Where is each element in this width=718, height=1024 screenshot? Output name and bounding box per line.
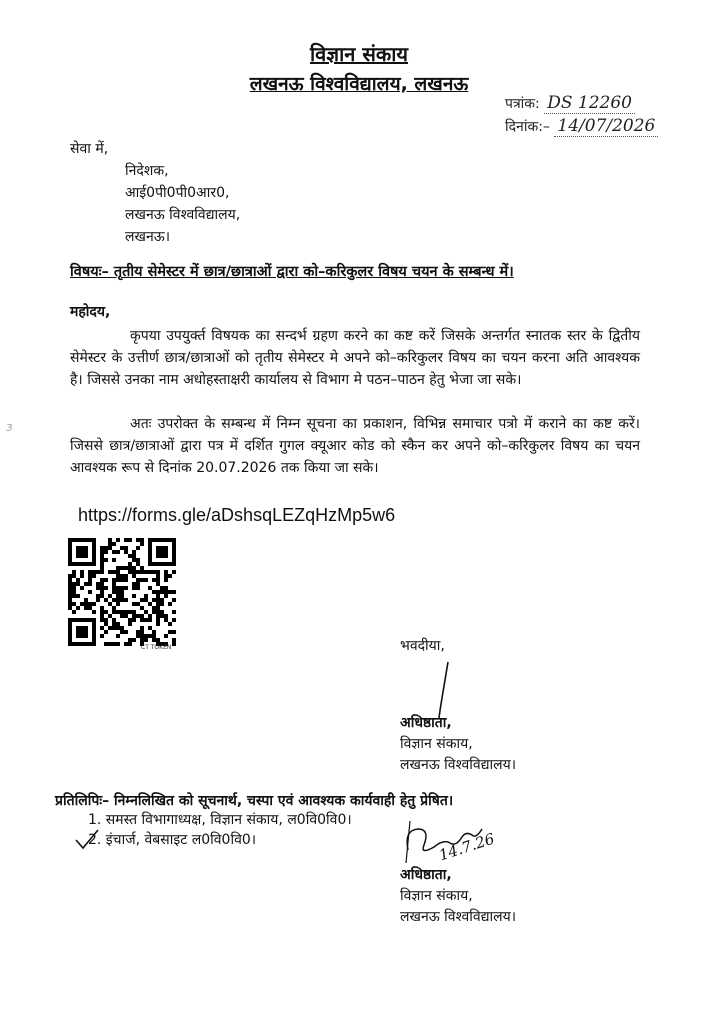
qr-code-image (68, 538, 176, 646)
dinank-value: 14/07/2026 (554, 116, 658, 137)
patrank-label: पत्रांक: (505, 96, 540, 112)
subject-line: विषयः– तृतीय सेमेस्टर में छात्र/छात्राओं द्वारा को–करिकुलर विषय चयन के सम्बन्ध में। (70, 264, 514, 280)
qr-code[interactable] (68, 538, 176, 650)
faculty-heading: विज्ञान संकाय (309, 42, 409, 66)
addressee-line: आई0पी0पी0आर0, (125, 185, 230, 201)
greeting: महोदय, (70, 304, 111, 320)
signatory-faculty: विज्ञान संकाय, (400, 888, 473, 904)
signature-date: 14.7.26 (436, 829, 497, 865)
addressee-line: निदेशक, (125, 163, 169, 179)
addressee-block (125, 160, 240, 248)
reference-number (505, 93, 635, 113)
seva-mein: सेवा में, (70, 141, 109, 157)
tick-mark (74, 828, 100, 850)
dinank-label: दिनांक:– (505, 119, 550, 135)
signatory-block-1 (400, 713, 516, 776)
signature-stroke-1 (430, 660, 460, 720)
body-paragraph-1: कृपया उपयुर्क्त विषयक का सन्दर्भ ग्रहण करने का कष्ट करें जिसके अन्तर्गत स्नातक स्तर के द्वितीय सेमेस्टर के उत्तीर्ण छात्र/छात्राओं को तृतीय सेमेस्टर मे अपने को–करिकुलर विषय का चयन करना अति आवश्यक है। जिससे उनका नाम अधोहस्ताक्षरी कार्यालय से विभाग मे पठन–पाठन हेतु भेजा जा सके। (70, 328, 640, 388)
university-heading: लखनऊ विश्वविद्यालय, लखनऊ (249, 73, 469, 95)
addressee-line: लखनऊ विश्वविद्यालय, (125, 207, 241, 223)
addressee-line: लखनऊ। (125, 229, 171, 245)
signatory-university: लखनऊ विश्वविद्यालय। (400, 909, 517, 925)
copy-item-1: 1. समस्त विभागाध्यक्ष, विज्ञान संकाय, ल0वि0वि0। (88, 812, 352, 828)
signatory-title: अधिष्ठाता, (400, 715, 452, 731)
margin-mark: ɜ (6, 420, 13, 434)
closing: भवदीया, (400, 638, 445, 654)
signatory-faculty: विज्ञान संकाय, (400, 736, 473, 752)
patrank-value: DS 12260 (544, 93, 635, 114)
form-url[interactable]: https://forms.gle/aDshsqLEZqHzMp5w6 (78, 505, 396, 525)
qr-caption: CT TOKEN (141, 644, 172, 651)
signatory-block-2 (400, 865, 516, 928)
reference-date (505, 116, 658, 136)
copy-item-2: 2. इंचार्ज, वेबसाइट ल0वि0वि0। (88, 832, 257, 848)
signatory-title: अधिष्ठाता, (400, 867, 452, 883)
signatory-university: लखनऊ विश्वविद्यालय। (400, 757, 517, 773)
body-paragraph-2: अतः उपरोक्त के सम्बन्ध में निम्न सूचना का प्रकाशन, विभिन्न समाचार पत्रो में कराने का कष्ट करें। जिससे छात्र/छात्राओं द्वारा पत्र में दर्शित गुगल क्यूआर कोड को स्कैन कर अपने को–करिकुलर विषय का चयन आवश्यक रूप से दिनांक 20.07.2026 तक किया जा सके। (70, 416, 640, 476)
copy-heading: प्रतिलिपिः– निम्नलिखित को सूचनार्थ, चस्पा एवं आवश्यक कार्यवाही हेतु प्रेषित। (55, 793, 454, 809)
